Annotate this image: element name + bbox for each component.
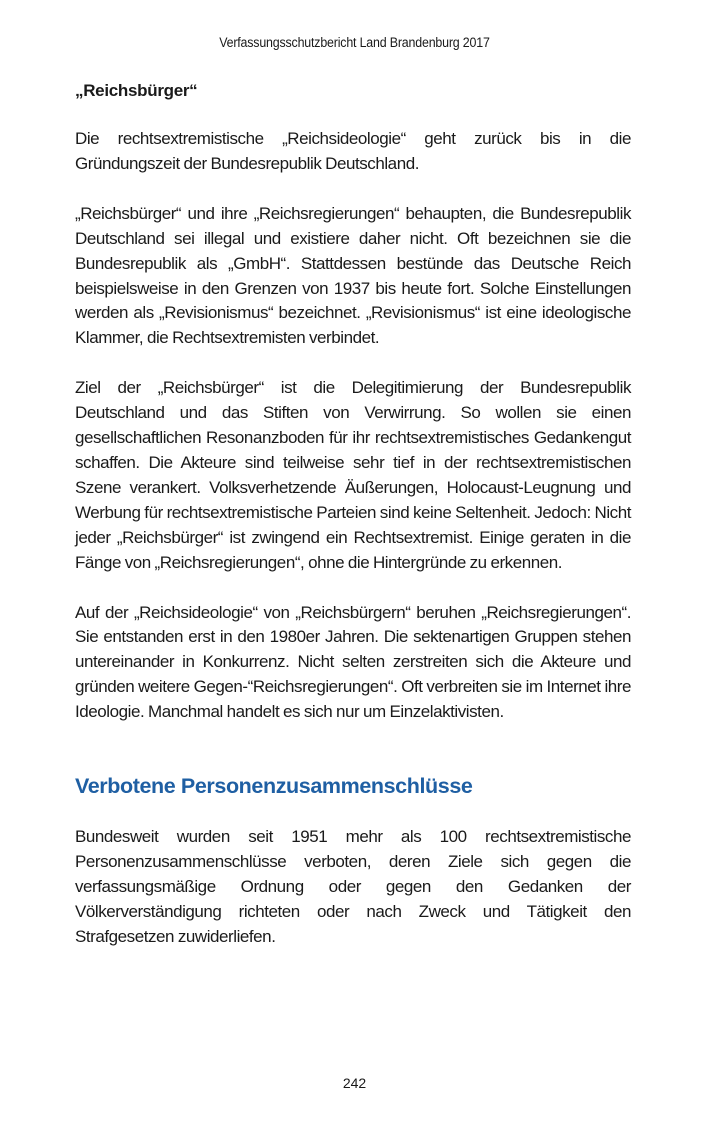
subheading-reichsbuerger: „Reichsbürger“: [75, 81, 198, 100]
paragraph: Auf der „Reichsideologie“ von „Reichsbürgern“ beruhen „Reichsregierungen“. Sie entstanden erst in den 1980er Jahren. Die sektenartigen Gruppen stehen untereinander in Konkurrenz. Nicht selten zerstreiten sich die Akteure und gründen weitere Gegen-“Reichsregierungen“. Oft verbreiten sie im Internet ihre Ideologie. Manchmal handelt es sich nur um Einzelaktivisten.: [75, 602, 631, 722]
paragraph: Ziel der „Reichsbürger“ ist die Delegitimierung der Bundesrepublik Deutschland und das Stiften von Verwirrung. So wollen sie einen gesellschaftlichen Resonanzboden für ihr rechtsextremistisches Gedankengut schaffen. Die Akteure sind teilweise sehr tief in der rechtsextremistischen Szene verankert. Volksverhetzende Äußerungen, Holocaust-Leugnung und Werbung für rechtsextremistische Parteien sind keine Seltenheit. Jedoch: Nicht jeder „Reichsbürger“ ist zwingend ein Rechtsextremist. Einige geraten in die Fänge von „Reichsregierungen“, ohne die Hintergründe zu erkennen.: [75, 378, 631, 572]
paragraph: Die rechtsextremistische „Reichsideologie“ geht zurück bis in die Gründungszeit der Bundesrepublik Deutschland.: [75, 129, 631, 173]
section-heading-verbotene: Verbotene Personenzusammenschlüsse: [75, 774, 473, 799]
page-number: 242: [342, 1075, 367, 1091]
running-header: Verfassungsschutzbericht Land Brandenburg 2017: [219, 35, 490, 50]
paragraph: „Reichsbürger“ und ihre „Reichsregierungen“ behaupten, die Bundesrepublik Deutschland sei illegal und existiere daher nicht. Oft bezeichnen sie die Bundesrepublik als „GmbH“. Stattdessen bestünde das Deutsche Reich beispielsweise in den Grenzen von 1937 bis heute fort. Solche Einstellungen werden als „Revisionismus“ bezeichnet. „Revisionismus“ ist eine ideologische Klammer, die Rechtsextremisten verbindet.: [75, 203, 631, 348]
page-body: [75, 78, 631, 950]
paragraph: Bundesweit wurden seit 1951 mehr als 100 rechtsextremistische Personenzusammenschlüsse verboten, deren Ziele sich gegen die verfassungsmäßige Ordnung oder gegen den Gedanken der Völkerverständigung richteten oder nach Zweck und Tätigkeit den Strafgesetzen zuwiderliefen.: [75, 827, 631, 946]
